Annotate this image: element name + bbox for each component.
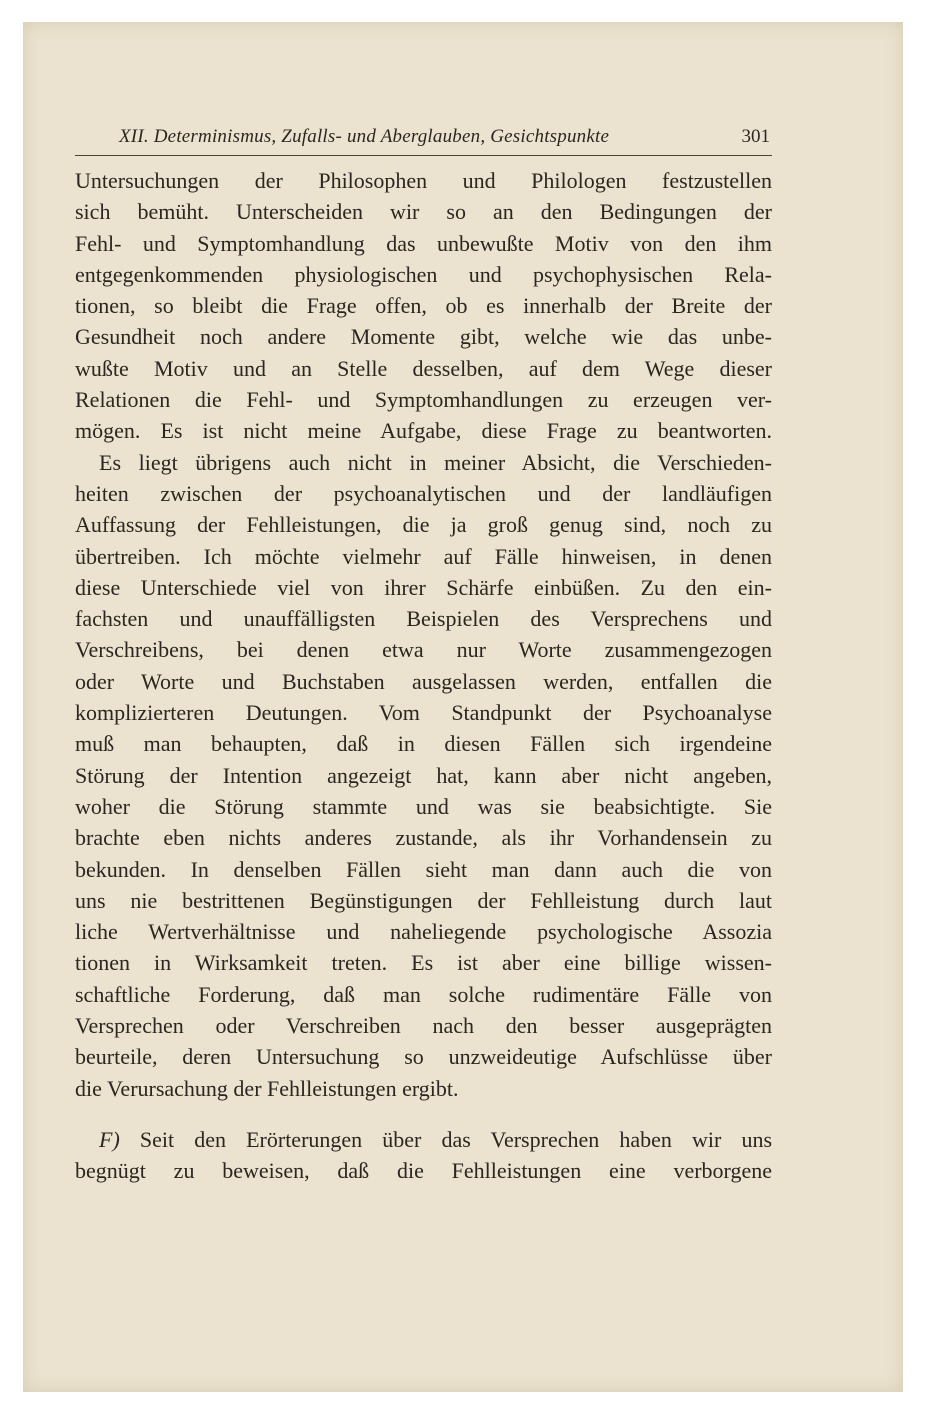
text-line: Verschreibens, bei denen etwa nur Worte zusammengezogen	[75, 637, 772, 663]
text-line: entgegenkommenden physiologischen und psychophysischen Rela-	[75, 261, 772, 287]
text-line: fachsten und unauffälligsten Beispielen des Versprechens und	[75, 606, 772, 632]
text-line: tionen in Wirksamkeit treten. Es ist aber eine billige wissen-	[75, 950, 772, 976]
text-line-content: Seit den Erörterungen über das Versprechen haben wir uns	[139, 1126, 772, 1152]
text-line: Auffassung der Fehlleistungen, die ja groß genug sind, noch zu	[75, 512, 772, 538]
header-rule	[75, 155, 772, 156]
body-text	[75, 165, 772, 1187]
text-line: schaftliche Forderung, daß man solche rudimentäre Fälle von	[75, 981, 772, 1007]
text-line: oder Worte und Buchstaben ausgelassen werden, entfallen die	[75, 668, 772, 694]
text-line: bekunden. In denselben Fällen sieht man dann auch die von	[75, 856, 772, 882]
text-line: übertreiben. Ich möchte vielmehr auf Fälle hinweisen, in denen	[75, 543, 772, 569]
text-line: Relationen die Fehl- und Symptomhandlungen zu erzeugen ver-	[75, 387, 772, 413]
running-head	[75, 124, 772, 152]
text-line: diese Unterschiede viel von ihrer Schärfe einbüßen. Zu den ein-	[75, 574, 772, 600]
text-line: woher die Störung stammte und was sie beabsichtigte. Sie	[75, 793, 772, 819]
text-line: mögen. Es ist nicht meine Aufgabe, diese Frage zu beantworten.	[75, 418, 772, 444]
text-line: heiten zwischen der psychoanalytischen und der landläufigen	[75, 480, 772, 506]
text-line: die Verursachung der Fehlleistungen ergibt.	[75, 1075, 459, 1101]
text-line: begnügt zu beweisen, daß die Fehlleistungen eine verborgene	[75, 1158, 772, 1184]
text-line: wußte Motiv und an Stelle desselben, auf dem Wege dieser	[75, 355, 772, 381]
paragraph-3	[75, 1124, 772, 1187]
section-gap	[75, 1104, 772, 1124]
text-line: komplizierteren Deutungen. Vom Standpunkt der Psychoanalyse	[75, 700, 772, 726]
text-line: Gesundheit noch andere Momente gibt, welche wie das unbe-	[75, 324, 772, 350]
text-line: Fehl- und Symptomhandlung das unbewußte Motiv von den ihm	[75, 230, 772, 256]
text-line: Störung der Intention angezeigt hat, kann aber nicht angeben,	[75, 762, 772, 788]
text-line-with-label	[75, 1124, 772, 1155]
text-line: Untersuchungen der Philosophen und Philologen festzustellen	[75, 168, 772, 193]
text-line: Versprechen oder Verschreiben nach den besser ausgeprägten	[75, 1013, 772, 1039]
text-line: tionen, so bleibt die Frage offen, ob es innerhalb der Breite der	[75, 293, 772, 319]
chapter-title: XII. Determinismus, Zufalls- und Aberglauben, Gesichtspunkte	[119, 126, 610, 147]
section-label: F)	[99, 1126, 120, 1152]
paragraph-2	[75, 447, 772, 1104]
text-line: uns nie bestrittenen Begünstigungen der Fehlleistung durch laut	[75, 887, 772, 913]
paragraph-1	[75, 165, 772, 447]
text-line: beurteile, deren Untersuchung so unzweideutige Aufschlüsse über	[75, 1044, 772, 1070]
text-line: muß man behaupten, daß in diesen Fällen sich irgendeine	[75, 731, 772, 757]
text-line: brachte eben nichts anderes zustande, als ihr Vorhandensein zu	[75, 825, 772, 851]
text-line: liche Wertverhältnisse und naheliegende psychologische Assozia	[75, 919, 772, 945]
page-number: 301	[741, 126, 770, 147]
text-line: sich bemüht. Unterscheiden wir so an den Bedingungen der	[75, 199, 772, 225]
text-line: Es liegt übrigens auch nicht in meiner Absicht, die Verschieden-	[99, 449, 772, 475]
